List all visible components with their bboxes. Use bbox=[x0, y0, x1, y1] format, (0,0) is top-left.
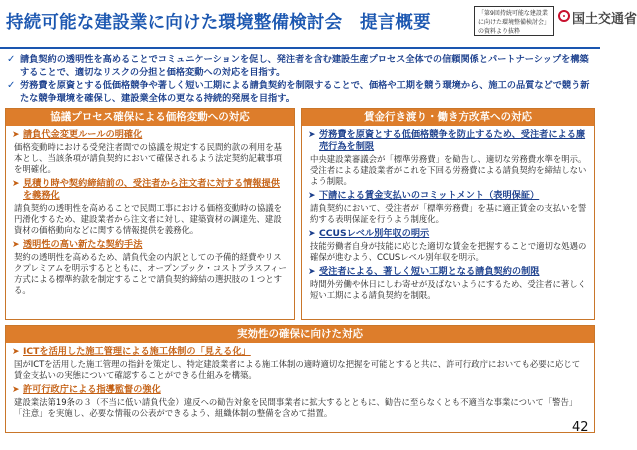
section-body: 国がICTを活用した施工管理の指針を策定し、特定建設業者による施工体制の適時適切な把握を可能とすると共に、許可行政庁においても必要に応じて賃金支払いの実態について確認することができる仕組みを構築。 bbox=[14, 359, 581, 380]
title-underline bbox=[0, 47, 600, 49]
section-title: ➤ 見積り時や契約締結前の、受注者から注文者に対する情報提供を義務化 bbox=[12, 178, 280, 201]
effectiveness-panel bbox=[5, 325, 595, 433]
check-icon: ✓ bbox=[7, 80, 16, 91]
arrow-right-icon: ➤ bbox=[12, 130, 20, 140]
arrow-right-icon: ➤ bbox=[308, 191, 316, 201]
intro-text: 請負契約の透明性を高めることでコミュニケーションを促し、発注者を含む建設生産プロセス全体での信頼関係とパートナーシップを構築することで、適切なリスクの分担と価格変動への対応を目指す。 bbox=[20, 54, 589, 78]
arrow-right-icon: ➤ bbox=[12, 179, 20, 189]
arrow-right-icon: ➤ bbox=[12, 240, 20, 250]
intro-summary bbox=[6, 54, 594, 106]
arrow-right-icon: ➤ bbox=[308, 229, 316, 239]
page-title: 持続可能な建設業に向けた環境整備検討会 提言概要 bbox=[6, 13, 431, 33]
panel-body bbox=[6, 343, 594, 419]
section-title: ➤ 受注者による、著しく短い工期となる請負契約の制限 bbox=[308, 266, 540, 277]
arrow-right-icon: ➤ bbox=[12, 385, 20, 395]
section-body: 技能労働者自身が技能に応じた適切な賃金を把握することで適切な処遇の確保が進むよう、CCUSレベル別年収を明示。 bbox=[310, 241, 587, 262]
section-title: ➤ 透明性の高い新たな契約手法 bbox=[12, 239, 143, 250]
ministry-logo bbox=[558, 8, 637, 34]
section-body: 請負契約の透明性を高めることで民間工事における価格変動時の協議を円滑化するため、建設業者から注文者に対し、建築資材の調達先、建設資材の価格動向などに関する情報提供を義務化。 bbox=[14, 203, 282, 235]
panel-heading: 実効性の確保に向けた対応 bbox=[6, 326, 594, 343]
page-number: 42 bbox=[572, 420, 589, 435]
ministry-mark-icon bbox=[558, 10, 570, 22]
title-bar bbox=[0, 0, 637, 50]
ministry-name: 国土交通省 bbox=[572, 12, 637, 27]
arrow-right-icon: ➤ bbox=[12, 347, 20, 357]
section-title: ➤ 下請による賃金支払いのコミットメント（表明保証） bbox=[308, 190, 540, 201]
panel-heading: 協議プロセス確保による価格変動への対応 bbox=[6, 109, 294, 126]
panel-body bbox=[302, 126, 594, 301]
section-body: 中央建設業審議会が「標準労務費」を勧告し、適切な労務費水準を明示。受注者による建設業者がこれを下回る労務費による請負契約を締結しないよう制限。 bbox=[310, 154, 587, 186]
intro-item bbox=[6, 80, 594, 105]
price-fluctuation-panel bbox=[5, 108, 295, 320]
section-title: ➤ 労務費を原資とする低価格競争を防止するため、受注者による廉売行為を制限 bbox=[308, 129, 586, 152]
section-title: ➤ CCUSレベル別年収の明示 bbox=[308, 228, 430, 239]
section-body: 価格変動時における受発注者間での協議を規定する民間約款の利用を基本とし、当該条項が請負契約において確保されるよう法定契約記載事項を明確化。 bbox=[14, 142, 282, 174]
section-title: ➤ 請負代金変更ルールの明確化 bbox=[12, 129, 143, 140]
panel-heading: 賃金行き渡り・働き方改革への対応 bbox=[302, 109, 594, 126]
section-title: ➤ 許可行政庁による指導監督の強化 bbox=[12, 384, 161, 395]
section-body: 建設業法第19条の３（不当に低い請負代金）違反への勧告対象を民間事業者に拡大するとともに、勧告に至らなくとも不適当な事業について「警告」「注意」を実施し、必要な情報の公表ができるよう、組織体制の整備を含めて措置。 bbox=[14, 397, 578, 418]
panel-body bbox=[6, 126, 294, 296]
intro-text: 労務費を原資とする低価格競争や著しく短い工期による請負契約を制限することで、価格や工期を競う環境から、施工の品質などで競う新たな競争環境を確保し、建設業全体の更なる持続的発展を目指す。 bbox=[20, 80, 590, 104]
wage-workstyle-panel bbox=[301, 108, 595, 320]
intro-item bbox=[6, 54, 594, 79]
section-title: ➤ ICTを活用した施工管理による施工体制の「見える化」 bbox=[12, 346, 251, 357]
check-icon: ✓ bbox=[7, 54, 16, 65]
arrow-right-icon: ➤ bbox=[308, 267, 316, 277]
source-note: 「第9回持続可能な建設業に向けた環境整備検討会」の資料より抜粋 bbox=[474, 6, 554, 36]
arrow-right-icon: ➤ bbox=[308, 130, 316, 140]
section-body: 請負契約において、受注者が「標準労務費」を基に適正賃金の支払いを誓約する表明保証を行うよう制度化。 bbox=[310, 203, 587, 224]
section-body: 時間外労働や休日にしわ寄せが及ばないようにするため、受注者に著しく短い工期による請負契約を制限。 bbox=[310, 279, 587, 300]
section-body: 契約の透明性を高めるため、請負代金の内訳としての予備的経費やリスクプレミアムを明示するとともに、オープンブック・コストプラスフィー方式による標準約款を制定することで請負契約締結の選択肢の１つとする。 bbox=[14, 252, 287, 295]
